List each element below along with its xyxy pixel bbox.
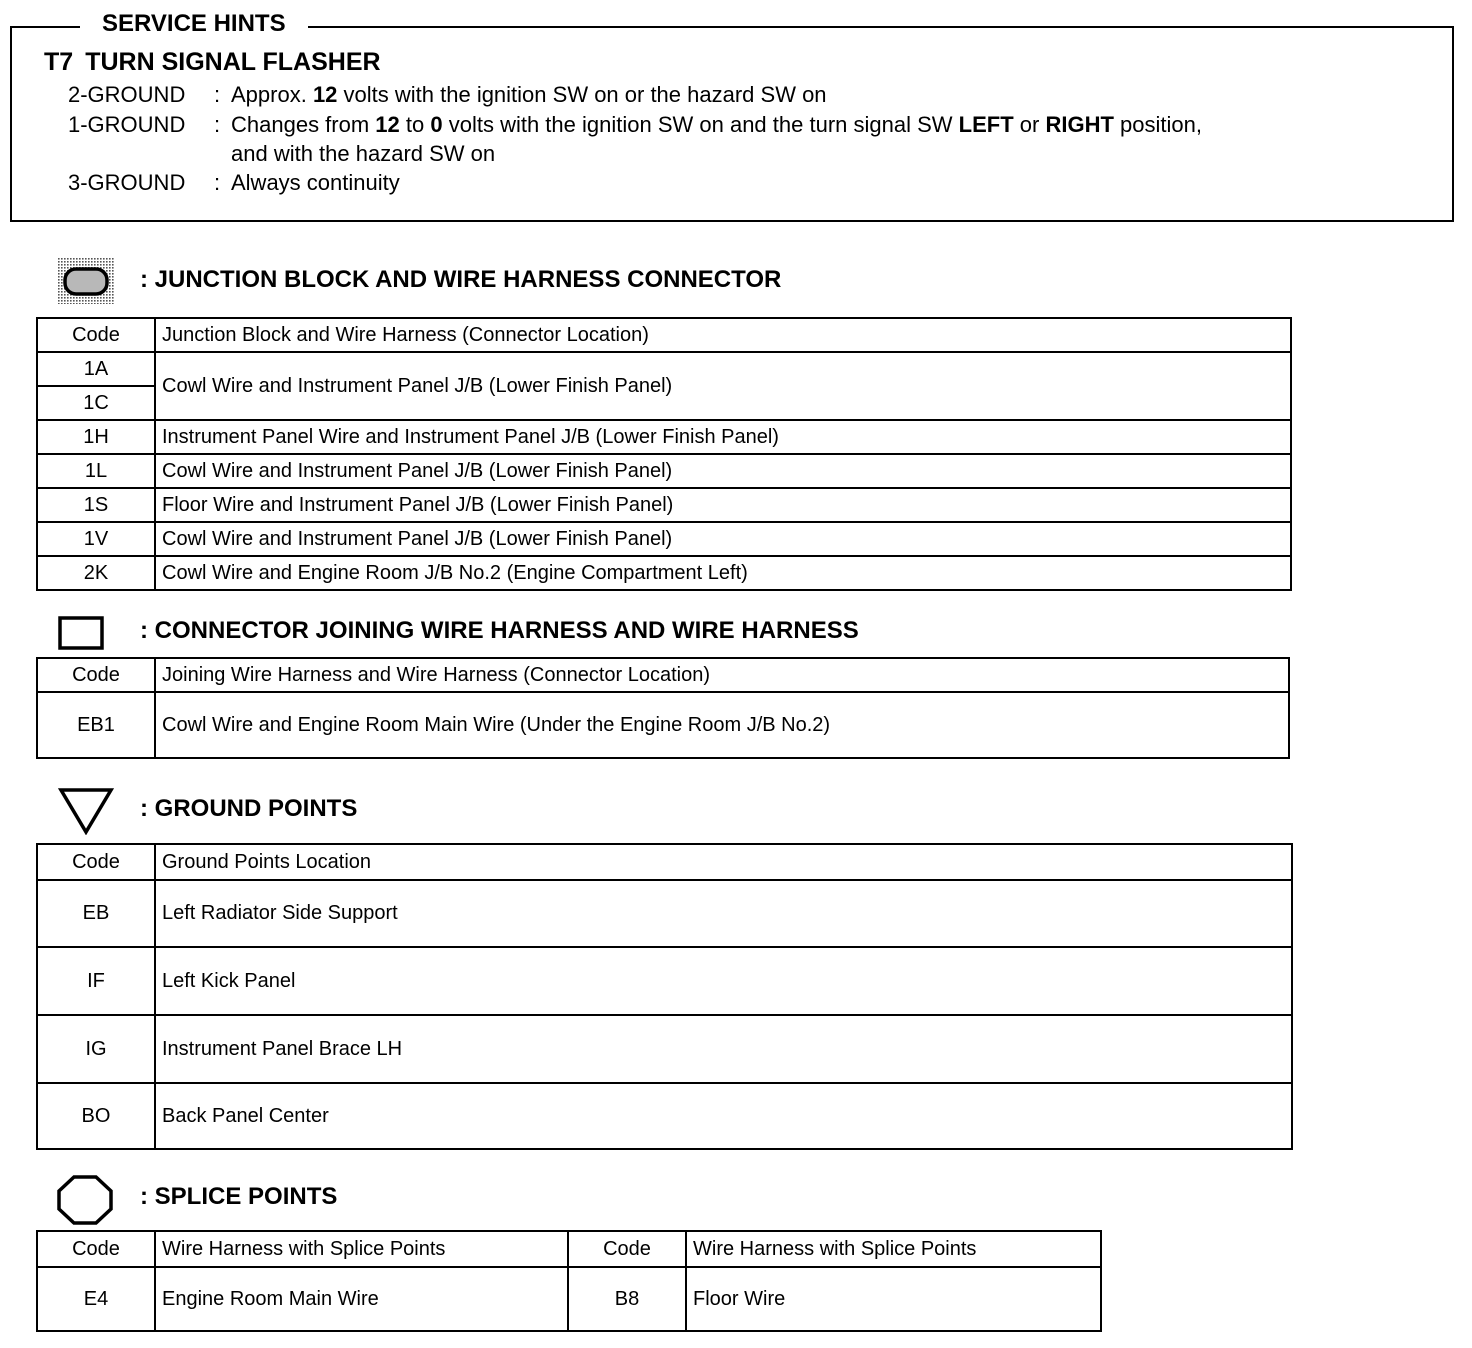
component-name: TURN SIGNAL FLASHER <box>85 48 381 76</box>
hint-text: Approx. 12 volts with the ignition SW on or the hazard SW on <box>231 82 827 107</box>
code-cell: 1H <box>37 420 155 454</box>
table-row <box>37 692 1289 758</box>
desc-cell: Cowl Wire and Instrument Panel J/B (Lower Finish Panel) <box>155 522 1291 556</box>
hint-row-continuation <box>0 141 1440 167</box>
hint-row <box>0 170 1440 196</box>
table-row <box>37 352 1291 386</box>
code-cell: EB <box>37 880 155 947</box>
code-cell: 1L <box>37 454 155 488</box>
desc-cell: Floor Wire <box>686 1267 1101 1331</box>
code-cell: IF <box>37 947 155 1015</box>
hint-colon: : <box>214 82 221 107</box>
code-cell: 1S <box>37 488 155 522</box>
code-cell: 2K <box>37 556 155 590</box>
header-code: Code <box>37 318 155 352</box>
hint-text: Always continuity <box>231 170 400 195</box>
hint-colon: : <box>214 170 221 195</box>
table-row <box>37 556 1291 590</box>
code-cell: B8 <box>568 1267 686 1331</box>
hint-colon: : <box>214 112 221 137</box>
header-desc: Junction Block and Wire Harness (Connector Location) <box>155 318 1291 352</box>
code-cell: IG <box>37 1015 155 1083</box>
desc-cell: Left Kick Panel <box>155 947 1292 1015</box>
desc-cell: Engine Room Main Wire <box>155 1267 568 1331</box>
ground-section-title: : GROUND POINTS <box>140 795 358 822</box>
header-desc: Wire Harness with Splice Points <box>155 1231 568 1267</box>
table-row <box>37 488 1291 522</box>
service-hints-title: SERVICE HINTS <box>80 10 308 38</box>
code-cell: E4 <box>37 1267 155 1331</box>
table-row <box>37 1083 1292 1149</box>
table-row <box>37 420 1291 454</box>
table-header <box>37 658 1289 692</box>
desc-cell: Floor Wire and Instrument Panel J/B (Lower Finish Panel) <box>155 488 1291 522</box>
header-desc: Ground Points Location <box>155 844 1292 880</box>
header-code: Code <box>37 844 155 880</box>
connector-table <box>36 657 1290 759</box>
hint-text: and with the hazard SW on <box>231 141 496 166</box>
desc-cell: Cowl Wire and Engine Room Main Wire (Under the Engine Room J/B No.2) <box>155 692 1289 758</box>
table-header <box>37 1231 1101 1267</box>
table-row <box>37 522 1291 556</box>
code-cell: BO <box>37 1083 155 1149</box>
junction-section-title: : JUNCTION BLOCK AND WIRE HARNESS CONNECTOR <box>140 266 782 293</box>
header-desc: Wire Harness with Splice Points <box>686 1231 1101 1267</box>
hint-label: 2-GROUND <box>68 82 186 107</box>
table-header <box>37 318 1291 352</box>
code-cell: 1C <box>37 386 155 420</box>
desc-cell: Left Radiator Side Support <box>155 880 1292 947</box>
ground-triangle-icon <box>58 787 114 835</box>
desc-cell: Instrument Panel Wire and Instrument Panel J/B (Lower Finish Panel) <box>155 420 1291 454</box>
splice-section-title: : SPLICE POINTS <box>140 1183 338 1210</box>
table-row <box>37 1015 1292 1083</box>
table-header <box>37 844 1292 880</box>
splice-octagon-icon <box>56 1174 114 1226</box>
desc-cell: Cowl Wire and Engine Room J/B No.2 (Engine Compartment Left) <box>155 556 1291 590</box>
desc-cell: Cowl Wire and Instrument Panel J/B (Lower Finish Panel) <box>155 352 1291 420</box>
hint-row <box>0 82 1440 108</box>
header-code: Code <box>37 658 155 692</box>
code-cell: 1A <box>37 352 155 386</box>
header-code: Code <box>37 1231 155 1267</box>
desc-cell: Back Panel Center <box>155 1083 1292 1149</box>
junction-block-icon <box>58 258 114 304</box>
ground-table <box>36 843 1293 1150</box>
component-heading <box>44 48 393 76</box>
connector-section-title: : CONNECTOR JOINING WIRE HARNESS AND WIRE HARNESS <box>140 617 859 644</box>
table-row <box>37 880 1292 947</box>
header-code: Code <box>568 1231 686 1267</box>
table-row <box>37 1267 1101 1331</box>
splice-table <box>36 1230 1102 1332</box>
desc-cell: Instrument Panel Brace LH <box>155 1015 1292 1083</box>
desc-cell: Cowl Wire and Instrument Panel J/B (Lower Finish Panel) <box>155 454 1291 488</box>
header-desc: Joining Wire Harness and Wire Harness (Connector Location) <box>155 658 1289 692</box>
table-row <box>37 454 1291 488</box>
hint-row <box>0 112 1440 138</box>
table-row <box>37 947 1292 1015</box>
hint-label: 1-GROUND <box>68 112 186 137</box>
junction-table <box>36 317 1292 591</box>
code-cell: EB1 <box>37 692 155 758</box>
hint-text: Changes from 12 to 0 volts with the ignition SW on and the turn signal SW LEFT or RIGHT position, <box>231 112 1202 137</box>
component-code: T7 <box>44 48 74 76</box>
connector-icon <box>58 616 104 650</box>
hint-label: 3-GROUND <box>68 170 186 195</box>
code-cell: 1V <box>37 522 155 556</box>
